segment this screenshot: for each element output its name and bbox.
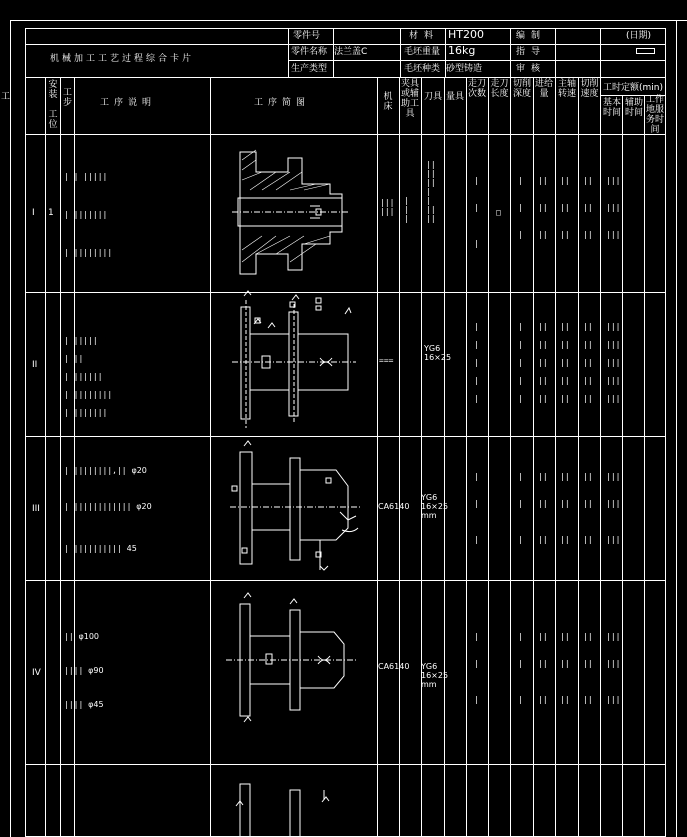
col-description: 工序说明	[100, 98, 157, 108]
col-machine: 机床	[383, 92, 393, 112]
sketch-5	[236, 784, 329, 837]
col-aux-time: 辅助时间	[624, 98, 643, 118]
row-3-desc-3: | |||||||||| 45	[64, 544, 137, 553]
blank-type-label: 毛坯种类	[404, 64, 441, 74]
row-2-tool: YG6 16×25	[424, 344, 452, 362]
blank-type-value: 砂型铸造	[446, 64, 483, 74]
production-type-label: 生产类型	[291, 64, 328, 74]
col-basic-time: 基本时间	[602, 98, 621, 118]
sketch-1	[232, 150, 350, 274]
material-label: 材料	[409, 31, 440, 41]
col-sketch: 工序简图	[254, 98, 311, 108]
col-speed: 主轴转速	[557, 79, 576, 99]
row-4-desc-2: |||| φ90	[64, 666, 104, 675]
row-4-desc-3: |||| φ45	[64, 700, 104, 709]
row-3-desc-1: | ||||||||,|| φ20	[64, 466, 147, 475]
sketch-3	[230, 441, 360, 570]
col-passes: 走刀次数	[468, 79, 487, 99]
col-fixture: 夹具或辅助工具	[400, 79, 419, 119]
material-value: HT200	[448, 28, 484, 41]
col-measure: 量具	[446, 92, 465, 102]
row-2-no: II	[32, 360, 38, 370]
part-no-label: 零件号	[293, 31, 321, 41]
col-position: 工位	[48, 110, 58, 130]
left-margin-mark: 工	[1, 92, 11, 102]
part-name-value: 法兰盖C	[334, 47, 368, 57]
row-4-desc-1: || φ100	[64, 632, 99, 641]
row-3-desc-2: | |||||||||||| φ20	[64, 502, 152, 511]
process-card-sheet: 机械加工工艺过程综合卡片 零件号 零件名称 法兰盖C 生产类型 材料 HT200 毛坯重量 16kg 毛坯种类 砂型铸造 编制 (日期) 指导 审核 工 安装 工步 工位 工序说明 工序简图 机床 夹具或辅助工具 刀具 量具 走刀次数 走刀长度 切削深度 进给量 主轴转速 切削速度 工时定额(min) 基本时间 辅助时间 工作地服务时间 I 1 | | ||||| | ||||||| | |||||||| ||| ||| | | | || || || | | || || | | | □ | | | || || || || || || || || || ||| ||| ||| II | ||||| | || | |||||| | |||||||| | ||||||| === YG6 16×25 | | | | | | | | | | || || || || || || || || || || || || || || || ||| ||| ||| ||| ||| III | ||||||||,|| φ20 | |||||||||||| φ20 | |||||||||| 45 CA6140 YG6 16×25 mm | | | | | | || || || || || || || || || ||| ||| ||| IV || φ100 |||| φ90 |||| φ45 CA6140 YG6 16×25 mm | | | | | | || || || || || || || || || ||| ||| |||	[0, 0, 687, 837]
col-cut-speed: 切削速度	[580, 79, 599, 99]
row-1-no: I	[32, 208, 35, 218]
row-3-no: III	[32, 504, 40, 514]
compiled-label: 编制	[516, 31, 547, 41]
col-step: 工步	[62, 88, 72, 108]
row-1-step: 1	[48, 208, 54, 218]
col-tool: 刀具	[424, 92, 443, 102]
blank-weight-value: 16kg	[448, 44, 476, 57]
part-name-label: 零件名称	[291, 47, 328, 57]
row-3-tool: YG6 16×25 mm	[421, 493, 449, 520]
blank-weight-label: 毛坯重量	[404, 47, 441, 57]
col-time-quota: 工时定额(min)	[603, 83, 663, 93]
col-feed: 进给量	[535, 79, 554, 99]
col-service-time: 工作地服务时间	[645, 95, 664, 135]
sketch-4	[226, 593, 358, 722]
sketch-2	[232, 291, 356, 428]
col-cut-depth: 切削深度	[512, 79, 531, 99]
row-4-tool: YG6 16×25 mm	[421, 662, 449, 689]
card-title: 机械加工工艺过程综合卡片	[50, 54, 195, 64]
col-process-no: 安装	[48, 80, 58, 100]
row-3-machine: CA6140	[378, 502, 410, 511]
review-label: 审核	[516, 64, 547, 74]
guide-label: 指导	[516, 47, 547, 57]
col-pass-length: 走刀长度	[490, 79, 509, 99]
date-label: (日期)	[626, 31, 652, 41]
row-4-machine: CA6140	[378, 662, 410, 671]
row-4-no: IV	[32, 668, 41, 678]
